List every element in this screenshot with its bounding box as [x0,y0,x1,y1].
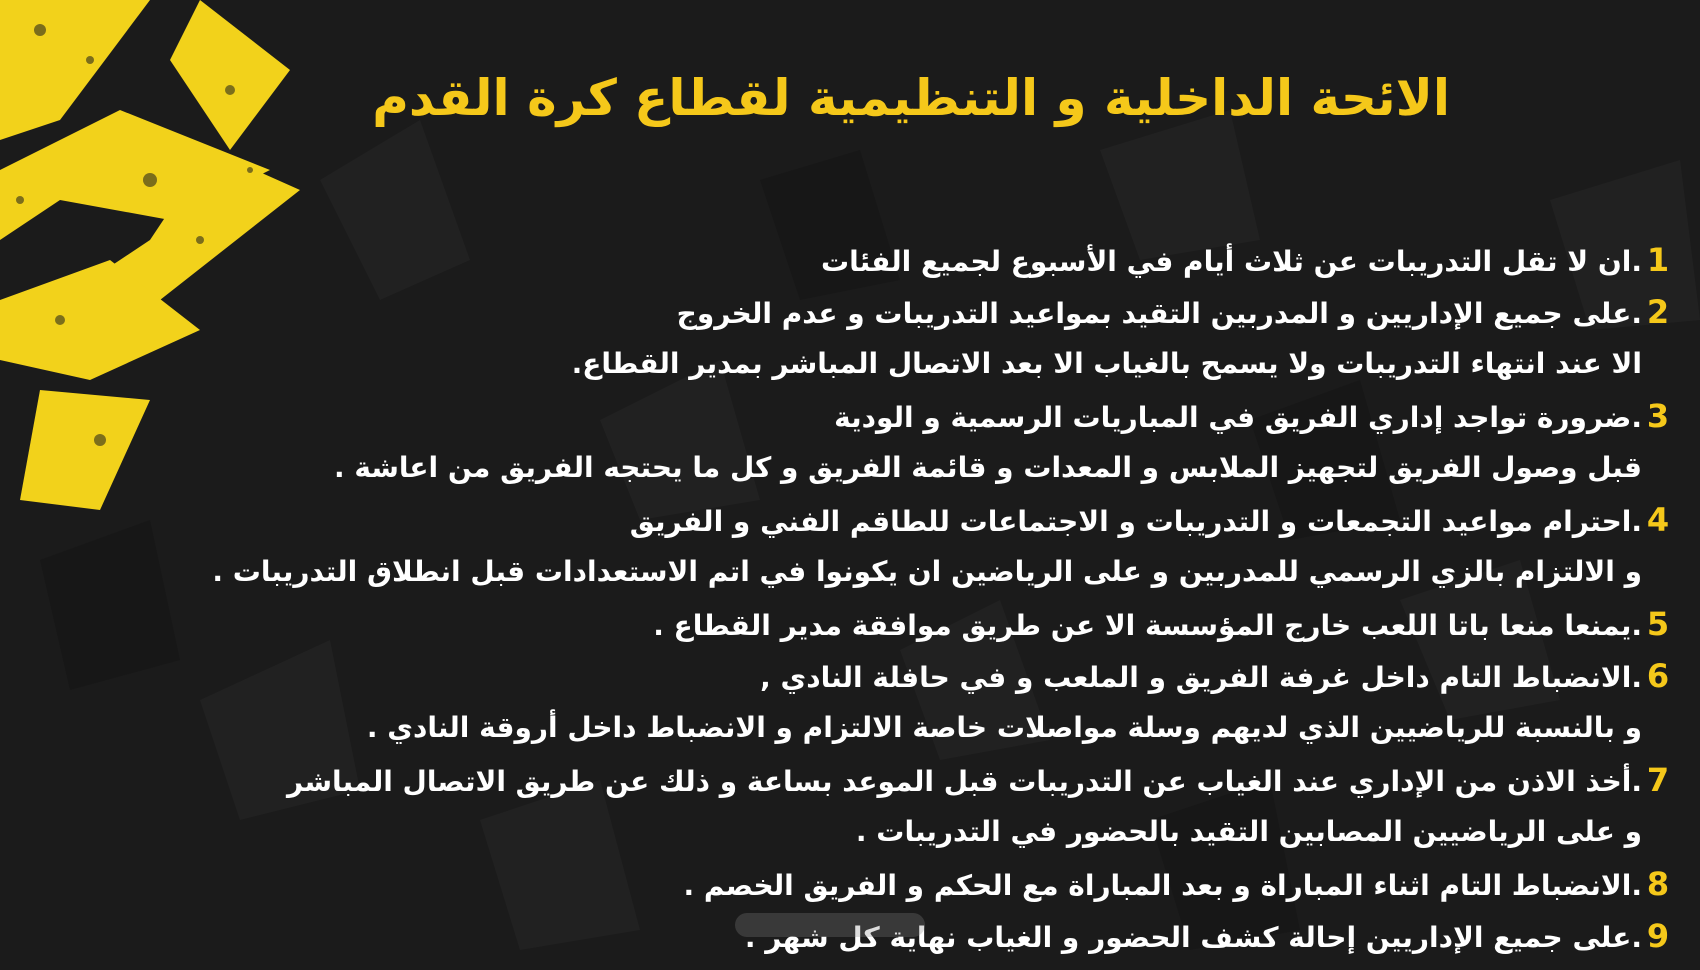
rule-number: 5 [1646,605,1670,643]
rule-line: .يمنعا منعا باتا اللعب خارج المؤسسة الا عن طريق موافقة مدير القطاع . [653,609,1642,642]
rule-line: .أخذ الاذن من الإداري عند الغياب عن التدريبات قبل الموعد بساعة و ذلك عن طريق الاتصال المباشر [287,765,1642,798]
rule-number: 8 [1646,865,1670,903]
rule-line: .احترام مواعيد التجمعات و التدريبات و الاجتماعات للطاقم الفني و الفريق [629,505,1642,538]
rule-number: 9 [1646,917,1670,955]
rule-line: .ضرورة تواجد إداري الفريق في المباريات الرسمية و الودية [834,401,1642,434]
rule-item [54,858,1674,910]
rule-number: 6 [1646,657,1670,695]
rule-line: .على جميع الإداريين و المدربين التقيد بمواعيد التدريبات و عدم الخروج [676,297,1642,330]
rule-item [54,390,1674,494]
rule-item [54,234,1674,286]
rule-item [54,494,1674,598]
rule-line: الا عند انتهاء التدريبات ولا يسمح بالغياب الا بعد الاتصال المباشر بمدير القطاع. [571,347,1642,380]
rule-number: 7 [1646,761,1670,799]
watermark-logo [735,905,925,945]
rule-item [54,754,1674,858]
rules-list [54,234,1674,962]
rule-number: 1 [1646,241,1670,279]
rule-line: .ان لا تقل التدريبات عن ثلاث أيام في الأسبوع لجميع الفئات [820,245,1642,278]
rule-number: 4 [1646,501,1670,539]
rule-item [54,598,1674,650]
rule-line: و بالنسبة للرياضيين الذي لديهم وسلة مواصلات خاصة الالتزام و الانضباط داخل أروقة النادي . [366,711,1642,744]
page-title: الائحة الداخلية و التنظيمية لقطاع كرة القدم [372,69,1450,127]
rule-line: .على جميع الإداريين إحالة كشف الحضور و الغياب نهاية كل شهر . [744,921,1642,954]
rule-number: 2 [1646,293,1670,331]
rule-line: .الانضباط التام داخل غرفة الفريق و الملعب و في حافلة النادي , [760,661,1642,694]
rule-line: و على الرياضيين المصابين التقيد بالحضور في التدريبات . [855,815,1642,848]
rule-line: قبل وصول الفريق لتجهيز الملابس و المعدات و قائمة الفريق و كل ما يحتجه الفريق من اعاشة . [333,451,1642,484]
rule-number: 3 [1646,397,1670,435]
rule-item [54,650,1674,754]
rule-line: .الانضباط التام اثناء المباراة و بعد المباراة مع الحكم و الفريق الخصم . [683,869,1642,902]
rule-line: و الالتزام بالزي الرسمي للمدربين و على الرياضين ان يكونوا في اتم الاستعدادات قبل انطلاق التدريبات . [212,555,1642,588]
rule-item [54,286,1674,390]
